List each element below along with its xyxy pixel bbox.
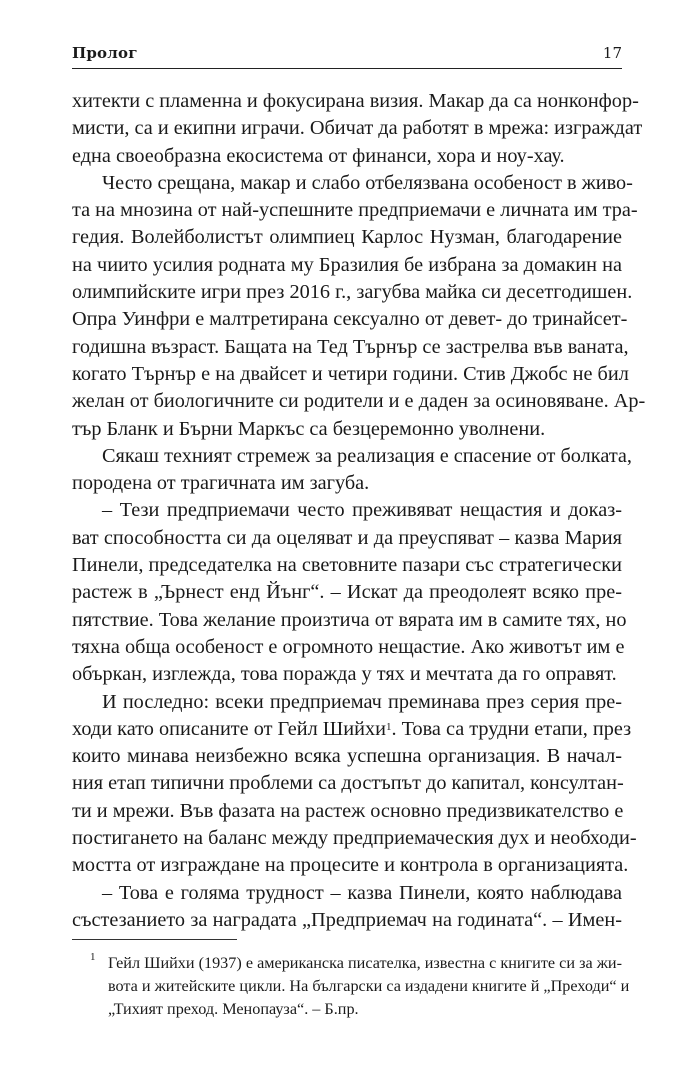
footnote-body [108,952,630,1021]
text-line: мостта от изграждане на процесите и контрола в организацията. [72,854,629,877]
text-line: желан от биологичните си родители и е даден за осиновяване. Ар- [72,390,646,413]
text-line: когато Търнър е на двайсет и четири години. Стив Джобс не бил [72,362,629,385]
footnote-rule [72,939,237,940]
text-line: тяхна обща особеност е огромното нещастие. Ако животът им е [72,635,625,658]
text-line: ния етап типични проблеми са достъпът до капитал, консултан- [72,772,624,795]
header-rule [72,68,622,69]
text-line: Опра Уинфри е малтретирана сексуално от девет- до тринайсет- [72,308,628,331]
text-line: гедия. Волейболистът олимпиец Карлос Нузман, благодарение [72,226,622,249]
text-line: ти и мрежи. Във фазата на растеж основно предизвикателство е [72,799,624,822]
text-line-with-footnote-ref [72,716,632,743]
text-line: Сякаш техният стремеж за реализация е спасение от болката, [102,444,633,467]
text-line: състезанието за наградата „Предприемач на годината“. – Имен- [72,908,622,931]
text-line: Често срещана, макар и слабо отбелязвана особеност в живо- [102,171,633,194]
text-line: объркан, изглежда, това поражда у тях и мечтата да го оправят. [72,663,617,686]
page-number: 17 [602,44,622,62]
text-line: които минава неизбежно всяка успешна организация. В начал- [72,745,622,768]
footnote-line: „Тихият преход. Менопауза“. – Б.пр. [108,1000,359,1018]
text-line: растеж в „Ърнест енд Йънг“. – Искат да преодолеят всяко пре- [72,581,622,604]
footnote [72,951,630,1021]
text-line: – Това е голяма трудност – казва Пинели, която наблюдава [102,881,622,904]
text-line: на чиито усилия родната му Бразилия бе избрана за домакин на [72,253,622,276]
running-header [72,40,622,62]
text-segment: . Това са трудни етапи, през [391,717,632,740]
text-line: ват способността си да оцеляват и да преуспяват – казва Мария [72,526,622,549]
text-line: олимпийските игри през 2016 г., загубва майка си десетгодишен. [72,281,633,304]
text-line: годишна възраст. Бащата на Тед Търнър се застрелва във ваната, [72,335,629,358]
footnote-reference: 1 [385,720,392,733]
text-line: хитекти с пламенна и фокусирана визия. Макар да са нонконфор- [72,90,639,112]
footnote-mark: 1 [90,951,96,963]
text-line: породена от трагичната им загуба. [72,472,370,495]
footnote-line: вота и житейските цикли. На български са издадени книгите й „Преходи“ и [108,977,630,995]
text-line: та на мнозина от най-успешните предприемачи е личната им тра- [72,199,638,222]
text-line: тър Бланк и Бърни Маркъс са безцеремонно уволнени. [72,417,546,440]
text-line: постигането на баланс между предприемаческия дух и необходи- [72,827,637,850]
text-line: една своеобразна екосистема от финанси, хора и ноу-хау. [72,144,565,167]
text-segment: ходи като описаните от Гейл Шийхи [72,717,386,740]
text-line: Пинели, председателка на световните пазари със стратегически [72,554,622,577]
text-line: мисти, са и екипни играчи. Обичат да работят в мрежа: изграждат [72,117,643,140]
footnote-line: Гейл Шийхи (1937) е американска писателка, известна с книгите си за жи- [108,954,622,972]
body-text [72,88,646,934]
text-line: И последно: всеки предприемач преминава през серия пре- [102,690,622,713]
text-line: – Тези предприемачи често преживяват нещастия и доказ- [102,499,622,522]
running-title: Пролог [72,44,138,62]
text-line: пятствие. Това желание произтича от вярата им в самите тях, но [72,608,627,631]
